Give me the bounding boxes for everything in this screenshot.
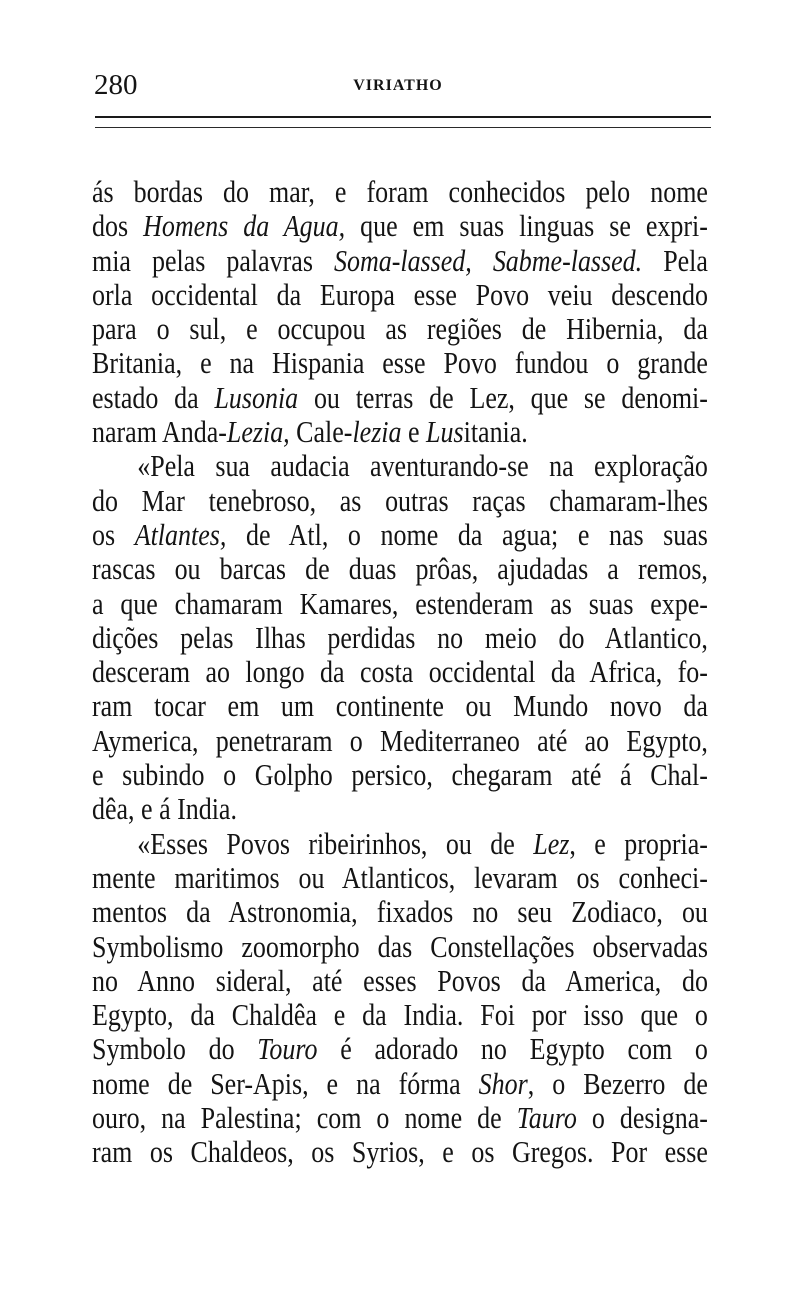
text-line: [92, 621, 708, 655]
text-segment: itania.: [463, 414, 528, 450]
text-segment: mia pelas palavras: [92, 242, 334, 278]
text-segment: naram Anda-: [92, 414, 227, 450]
text-segment: «Esses Povos ribeirinhos, ou de: [137, 825, 534, 861]
italic-text: Lezia,: [226, 414, 290, 450]
text-line: [92, 209, 708, 243]
italic-text: Lez: [533, 825, 570, 861]
text-segment: Symbolo do: [92, 1031, 258, 1067]
text-line: [92, 689, 708, 723]
text-segment: orla occidental da Europa esse Povo veiu descendo: [92, 276, 708, 312]
text-line: [92, 484, 708, 518]
text-line: [92, 930, 708, 964]
italic-text: Lus: [426, 414, 464, 450]
paragraph: [92, 827, 708, 1170]
text-segment: ouro, na Palestina; com o nome de: [92, 1100, 517, 1136]
text-segment: Egypto, da Chaldêa e da India. Foi por isso que o: [92, 997, 708, 1033]
text-line: [92, 1101, 708, 1135]
text-line: [92, 381, 708, 415]
text-segment: no Anno sideral, até esses Povos da America, do: [92, 962, 708, 998]
header-rule-thick: [95, 116, 711, 118]
running-title: VIRIATHO: [353, 77, 443, 94]
text-segment: ram tocar em um continente ou Mundo novo da: [92, 688, 708, 724]
italic-text: Atlantes,: [134, 516, 227, 552]
text-line: [92, 1067, 708, 1101]
text-line: [92, 792, 708, 826]
text-line: [92, 998, 708, 1032]
text-segment: desceram ao longo da costa occidental da Africa, fo-: [92, 654, 708, 690]
text-segment: a que chamaram Kamares, estenderam as suas expe-: [92, 585, 708, 621]
text-segment: e: [401, 414, 427, 450]
text-segment: dições pelas Ilhas perdidas no meio do Atlantico,: [92, 619, 708, 655]
text-segment: para o sul, e occupou as regiões de Hibernia, da: [92, 311, 708, 347]
italic-text: Soma-lassed, Sabme-lassed.: [333, 242, 643, 278]
text-segment: «Pela sua audacia aventurando-se na exploração: [137, 448, 708, 484]
text-segment: , e propria-: [569, 825, 708, 861]
text-segment: Britania, e na Hispania esse Povo fundou o grande: [92, 345, 708, 381]
text-line: [92, 655, 708, 689]
body-text: [92, 175, 708, 1170]
text-segment: Aymerica, penetraram o Mediterraneo até ao Egypto,: [92, 722, 708, 758]
text-line: [92, 1135, 708, 1169]
text-line: [92, 244, 708, 278]
text-segment: dêa, e á India.: [92, 791, 237, 827]
italic-text: Tauro: [516, 1100, 577, 1136]
paragraph: [92, 449, 708, 826]
text-line: [92, 312, 708, 346]
text-segment: nome de Ser-Apis, e na fórma: [92, 1065, 479, 1101]
text-segment: ás bordas do mar, e foram conhecidos pelo nome: [92, 174, 708, 209]
text-line: [92, 518, 708, 552]
text-segment: , o Bezerro de: [527, 1065, 708, 1101]
text-segment: o designa-: [576, 1100, 708, 1136]
text-line: [92, 346, 708, 380]
text-segment: os: [92, 516, 135, 552]
text-segment: Symbolismo zoomorpho das Constellações observadas: [92, 928, 708, 964]
italic-text: Homens da Agua,: [143, 208, 346, 244]
paragraph: [92, 175, 708, 449]
text-line: [92, 552, 708, 586]
text-segment: Pela: [642, 242, 708, 278]
text-segment: e subindo o Golpho persico, chegaram até á Chal-: [92, 757, 708, 793]
text-line: [92, 724, 708, 758]
text-line: [92, 175, 708, 209]
text-segment: dos: [92, 208, 144, 244]
text-segment: ou terras de Lez, que se denomi-: [298, 379, 708, 415]
page-number: 280: [94, 69, 138, 101]
italic-text: lezia: [352, 414, 402, 450]
text-segment: de Atl, o nome da agua; e nas suas: [226, 516, 708, 552]
text-line: [92, 278, 708, 312]
text-segment: do Mar tenebroso, as outras raças chamaram-lhes: [92, 482, 708, 518]
italic-text: Lusonia: [214, 379, 299, 415]
text-line: [92, 964, 708, 998]
text-segment: é adorado no Egypto com o: [317, 1031, 708, 1067]
header-rule-thin: [95, 127, 711, 128]
text-segment: que em suas linguas se expri-: [345, 208, 708, 244]
text-line: [92, 449, 708, 483]
text-segment: rascas ou barcas de duas prôas, ajudadas a remos,: [92, 551, 708, 587]
italic-text: Shor: [478, 1065, 528, 1101]
text-line: [92, 827, 708, 861]
text-segment: mentos da Astronomia, fixados no seu Zodiaco, ou: [92, 894, 708, 930]
text-line: [92, 1032, 708, 1066]
text-segment: mente maritimos ou Atlanticos, levaram os conheci-: [92, 859, 708, 895]
text-line: [92, 415, 708, 449]
text-line: [92, 587, 708, 621]
text-line: [92, 895, 708, 929]
text-segment: ram os Chaldeos, os Syrios, e os Gregos. Por esse: [92, 1134, 708, 1170]
text-line: [92, 758, 708, 792]
text-line: [92, 861, 708, 895]
italic-text: Touro: [257, 1031, 318, 1067]
text-segment: Cale-: [289, 414, 353, 450]
text-segment: estado da: [92, 379, 215, 415]
